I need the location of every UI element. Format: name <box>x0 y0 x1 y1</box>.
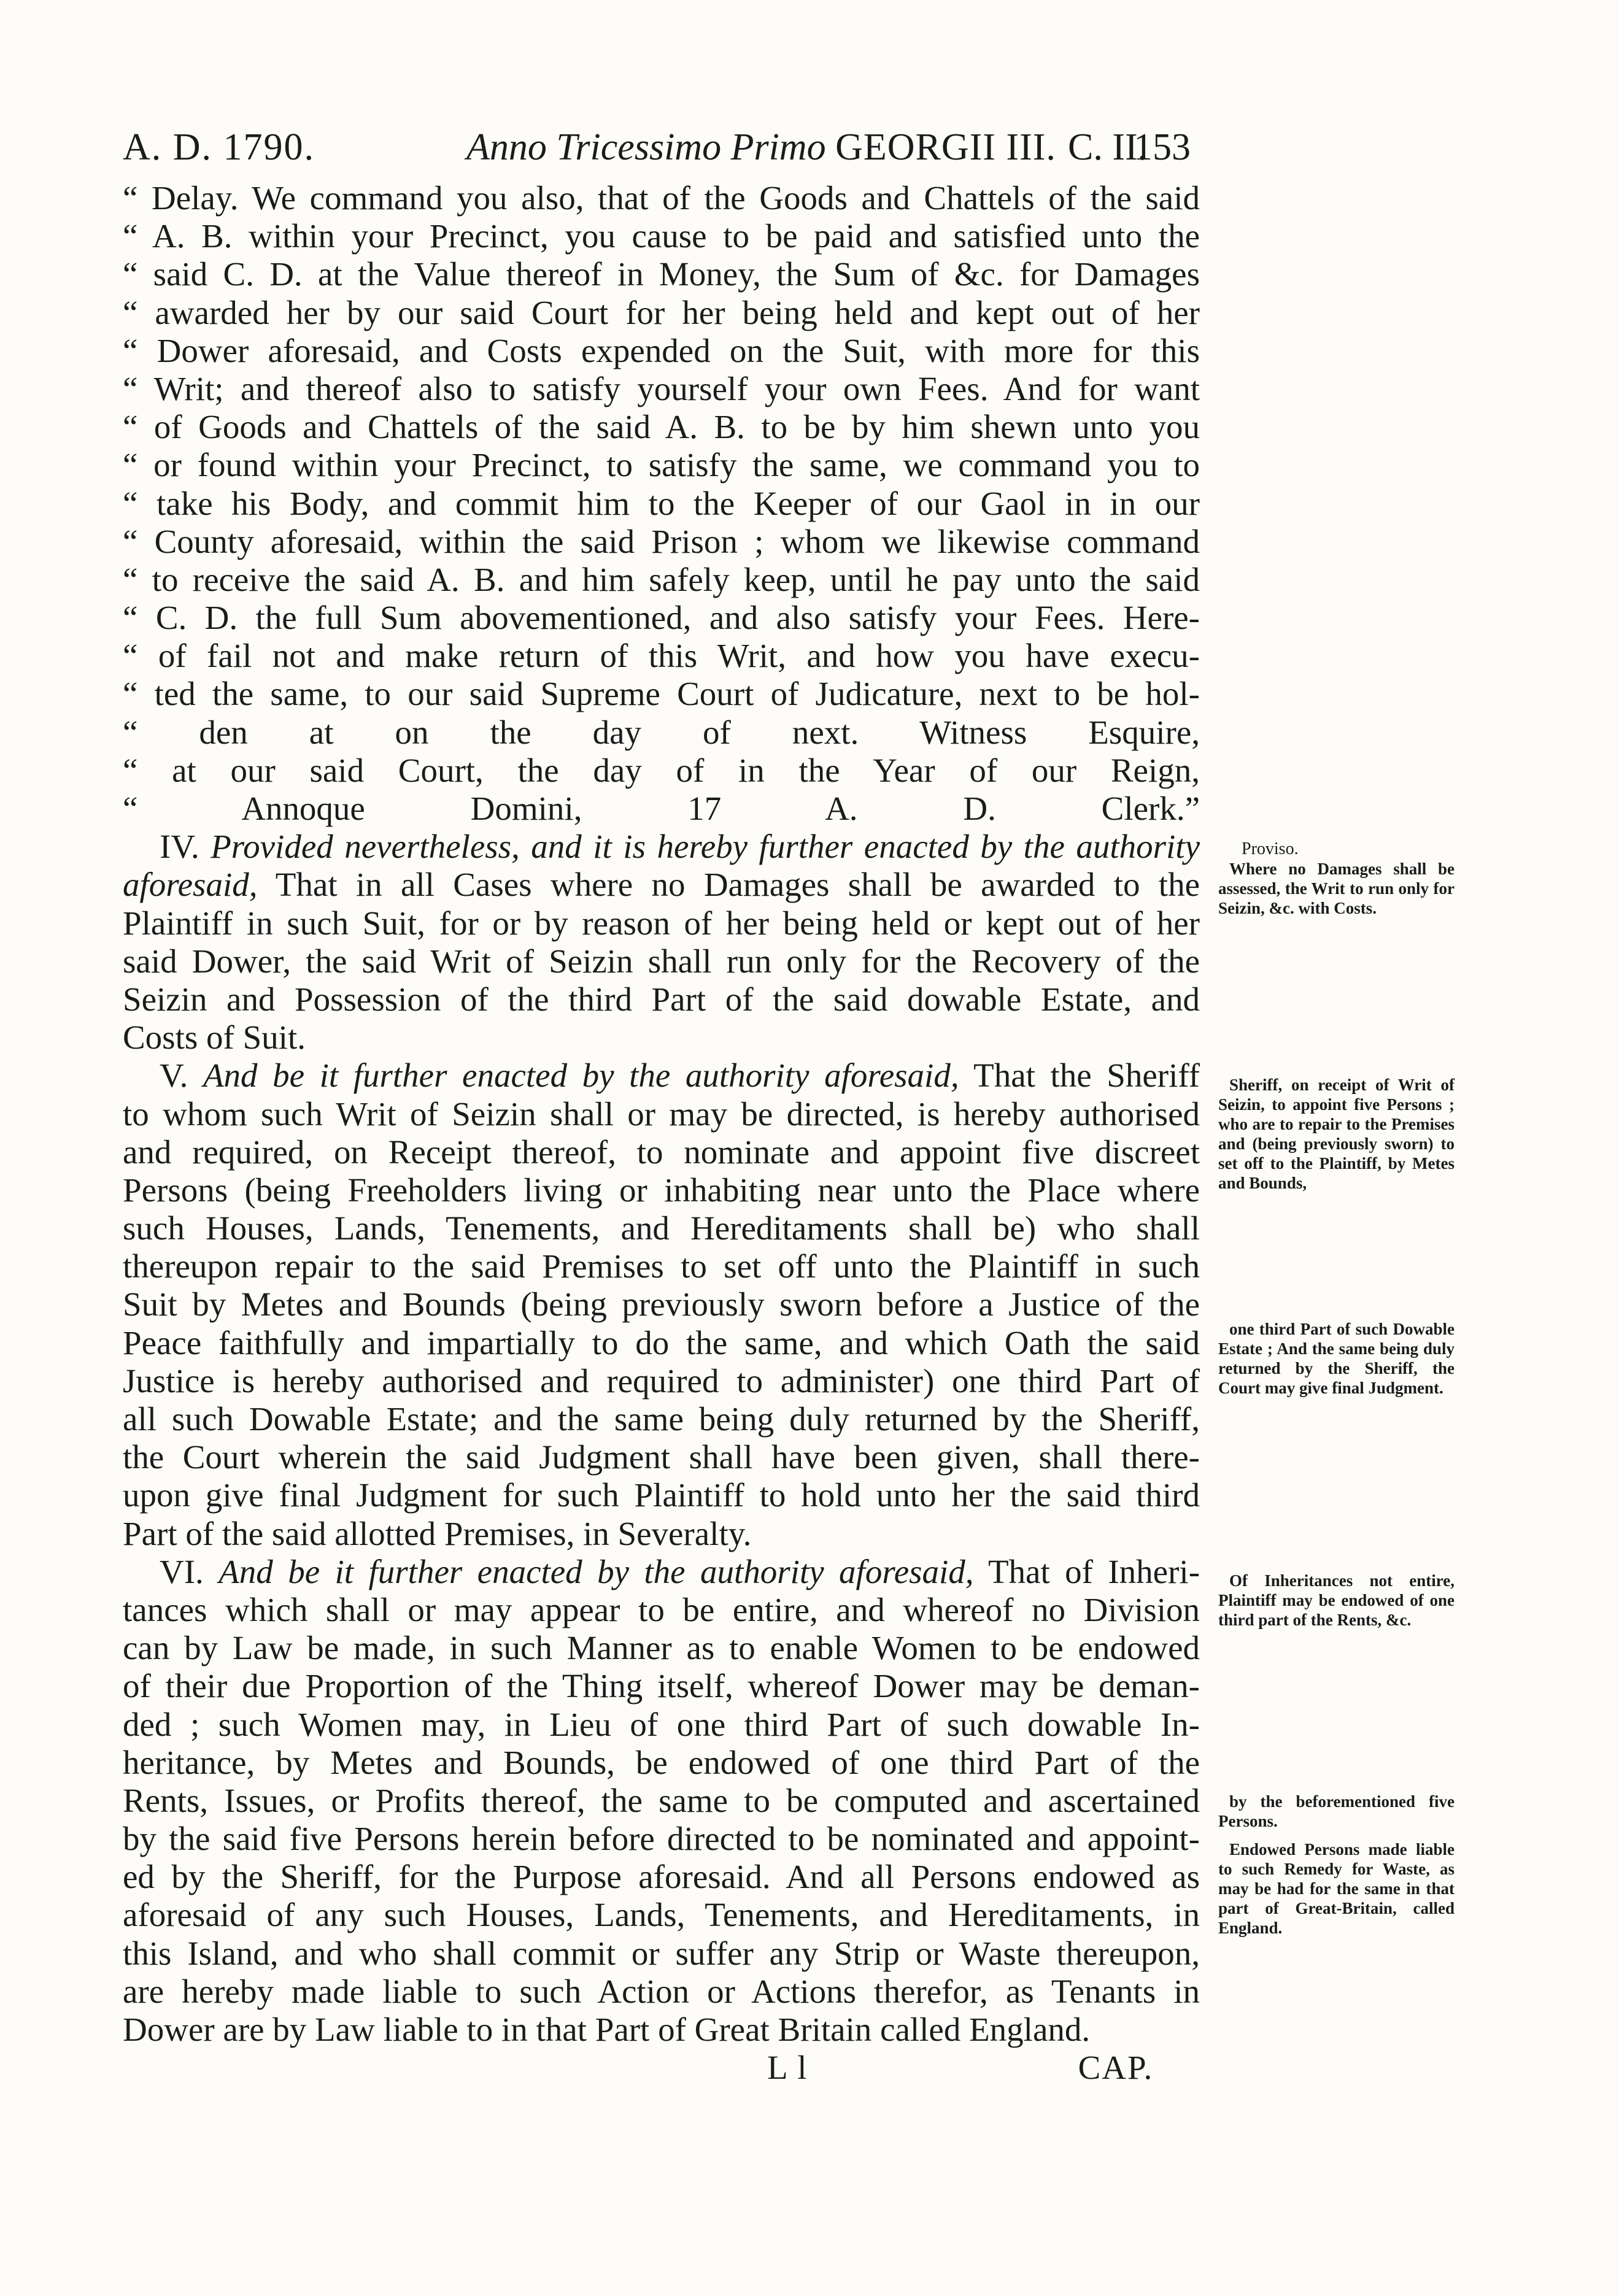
margin-note-text: one third Part of such Dowable Estate ; And the same being duly returned by the Sheriff, the Court may give final Judgment. <box>1218 1320 1455 1397</box>
enacting-clause-cont: aforesaid, <box>123 866 258 904</box>
text-line: to whom such Writ of Seizin shall or may be directed, is hereby authorised <box>123 1095 1200 1133</box>
text-line: ded ; such Women may, in Lieu of one third Part of such dowable In- <box>123 1705 1200 1743</box>
main-text <box>123 179 1200 2087</box>
text-line: Suit by Metes and Bounds (being previously sworn before a Justice of the <box>123 1285 1200 1323</box>
section-number: VI. <box>160 1552 204 1590</box>
text-line: all such Dowable Estate; and the same being duly returned by the Sheriff, <box>123 1400 1200 1438</box>
header-caps: GEORGII III. <box>835 126 1056 168</box>
text-line: Persons (being Freeholders living or inhabiting near unto the Place where <box>123 1171 1200 1209</box>
text-line: Part of the said allotted Premises, in Severalty. <box>123 1514 752 1552</box>
catchword: CAP. <box>1078 2049 1154 2087</box>
margin-note-proviso <box>1218 839 1455 918</box>
text-line <box>123 1553 1200 1591</box>
text-line: tances which shall or may appear to be entire, and whereof no Division <box>123 1590 1200 1628</box>
text-line: this Island, and who shall commit or suffer any Strip or Waste thereupon, <box>123 1934 1200 1972</box>
text-line: “ A. B. within your Precinct, you cause to be paid and satisfied unto the <box>123 217 1200 255</box>
section-vi <box>123 1553 1200 2049</box>
text-line: “ of Goods and Chattels of the said A. B. to be by him shewn unto you <box>123 408 1200 446</box>
text-line: “ County aforesaid, within the said Prison ; whom we likewise command <box>123 522 1200 560</box>
text-line: Costs of Suit. <box>123 1019 306 1057</box>
writ-form <box>123 179 1200 828</box>
text-line: “ Writ; and thereof also to satisfy yourself your own Fees. And for want <box>123 369 1200 407</box>
text-line: and required, on Receipt thereof, to nominate and appoint five discreet <box>123 1133 1200 1171</box>
section-v <box>123 1057 1200 1552</box>
text-line: “ to receive the said A. B. and him safely keep, until he pay unto the said <box>123 560 1200 598</box>
margin-note-sheriff <box>1218 1075 1455 1193</box>
text-line: Dower are by Law liable to in that Part of Great Britain called England. <box>123 2011 1091 2048</box>
text-line: Seizin and Possession of the third Part of the said dowable Estate, and <box>123 980 1200 1018</box>
margin-note-inheritances <box>1218 1571 1455 1630</box>
text-line: upon give final Judgment for such Plaintiff to hold unto her the said third <box>123 1476 1200 1514</box>
text-line: “ den at on the day of next. Witness Esquire, <box>123 713 1200 751</box>
enacting-clause: And be it further enacted by the authority aforesaid, <box>218 1552 974 1590</box>
text-line: Plaintiff in such Suit, for or by reason of her being held or kept out of her <box>123 904 1200 942</box>
enacting-clause: And be it further enacted by the authority aforesaid, <box>203 1057 959 1095</box>
section-text: That in all Cases where no Damages shall be awarded to the <box>257 866 1200 904</box>
text-line: such Houses, Lands, Tenements, and Hereditaments shall be) who shall <box>123 1209 1200 1247</box>
text-line <box>123 828 1200 866</box>
text-line: “ said C. D. at the Value thereof in Money, the Sum of &c. for Damages <box>123 255 1200 293</box>
text-line: “ ted the same, to our said Supreme Court of Judicature, next to be hol- <box>123 675 1200 713</box>
margin-note-text: Sheriff, on receipt of Writ of Seizin, to appoint five Persons ; who are to repair to the Premises and (being previously sworn) to set off to the Plaintiff, by Metes and Bounds, <box>1218 1076 1455 1192</box>
text-line: “ or found within your Precinct, to satisfy the same, we command you to <box>123 446 1200 484</box>
enacting-clause: Provided nevertheless, and it is hereby further enacted by the authority <box>211 828 1200 866</box>
text-line: Peace faithfully and impartially to do the same, and which Oath the said <box>123 1323 1200 1362</box>
text-line: “ awarded her by our said Court for her being held and kept out of her <box>123 293 1200 331</box>
text-line: said Dower, the said Writ of Seizin shall run only for the Recovery of the <box>123 942 1200 980</box>
header-year: A. D. 1790. <box>123 126 315 168</box>
margin-note-text: Endowed Persons made liable to such Remedy for Waste, as may be had for the same in that part of Great-Britain, called England. <box>1218 1840 1455 1937</box>
text-line: “ take his Body, and commit him to the Keeper of our Gaol in in our <box>123 484 1200 522</box>
margin-note-five-persons <box>1218 1792 1455 1831</box>
margin-note-text: Of Inheritances not entire, Plaintiff may be endowed of one third part of the Rents, &c. <box>1218 1571 1455 1629</box>
text-line: Justice is hereby authorised and required to administer) one third Part of <box>123 1362 1200 1400</box>
margin-note-waste <box>1218 1839 1455 1938</box>
margin-note-text: Where no Damages shall be assessed, the Writ to run only for Seizin, &c. with Costs. <box>1218 860 1455 917</box>
header-italic: Anno Tricessimo Primo <box>466 126 826 168</box>
text-line: thereupon repair to the said Premises to set off unto the Plaintiff in such <box>123 1247 1200 1285</box>
text-line <box>123 1057 1200 1095</box>
text-line: the Court wherein the said Judgment shall have been given, shall there- <box>123 1438 1200 1476</box>
section-number: IV. <box>160 828 199 866</box>
text-line: “ Delay. We command you also, that of the Goods and Chattels of the said <box>123 179 1200 217</box>
running-header <box>123 126 1191 175</box>
margin-note-text: by the beforementioned five Persons. <box>1218 1792 1455 1830</box>
text-line: “ of fail not and make return of this Writ, and how you have execu- <box>123 637 1200 675</box>
section-text: That of Inheri- <box>973 1552 1200 1590</box>
text-line <box>123 866 1200 904</box>
text-line: “ C. D. the full Sum abovementioned, and also satisfy your Fees. Here- <box>123 599 1200 637</box>
section-iv <box>123 828 1200 1057</box>
text-line: “ Annoque Domini, 17 A. D. Clerk.” <box>123 790 1200 827</box>
catchword-line <box>123 2049 1200 2087</box>
header-regnal-year <box>466 126 1056 169</box>
text-line: are hereby made liable to such Action or Actions therefor, as Tenants in <box>123 1972 1200 2010</box>
text-line: “ Dower aforesaid, and Costs expended on the Suit, with more for this <box>123 331 1200 369</box>
text-line: ed by the Sheriff, for the Purpose aforesaid. And all Persons endowed as <box>123 1858 1200 1896</box>
text-line: aforesaid of any such Houses, Lands, Tenements, and Hereditaments, in <box>123 1896 1200 1934</box>
page-number: 153 <box>1134 126 1191 168</box>
section-text: That the Sheriff <box>959 1057 1200 1095</box>
text-line: Rents, Issues, or Profits thereof, the same to be computed and ascertained <box>123 1781 1200 1819</box>
text-line: heritance, by Metes and Bounds, be endowed of one third Part of the <box>123 1743 1200 1781</box>
text-line: “ at our said Court, the day of in the Year of our Reign, <box>123 751 1200 789</box>
header-chapter: C. II. <box>1068 126 1148 168</box>
margin-note-heading: Proviso. <box>1242 839 1299 858</box>
section-number: V. <box>160 1057 188 1095</box>
margin-note-third-part <box>1218 1319 1455 1398</box>
text-line: by the said five Persons herein before directed to be nominated and appoint- <box>123 1820 1200 1858</box>
text-line: can by Law be made, in such Manner as to enable Women to be endowed <box>123 1629 1200 1667</box>
signature-mark: L l <box>767 2049 808 2087</box>
text-line: of their due Proportion of the Thing itself, whereof Dower may be deman- <box>123 1667 1200 1705</box>
